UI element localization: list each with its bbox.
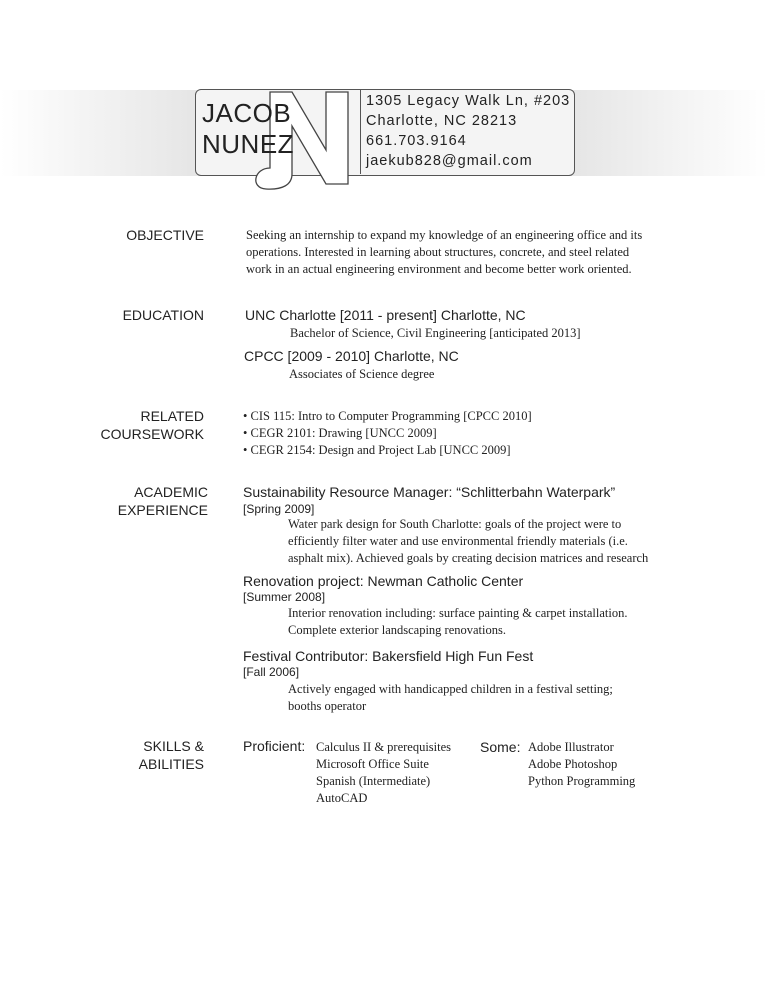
skill-item: Adobe Photoshop <box>528 757 618 771</box>
school-detail: Bachelor of Science, Civil Engineering [anticipated 2013] <box>290 326 581 340</box>
academic-heading <box>118 483 208 519</box>
address-line-2: Charlotte, NC 28213 <box>366 113 518 129</box>
skills-heading-line: SKILLS & <box>143 738 204 754</box>
school-name: CPCC [2009 - 2010] Charlotte, NC <box>244 348 459 364</box>
coursework-heading-line: COURSEWORK <box>100 426 204 442</box>
coursework-item: • CEGR 2101: Drawing [UNCC 2009] <box>243 426 437 440</box>
experience-line: Actively engaged with handicapped children in a festival setting; <box>288 682 613 696</box>
experience-line: efficiently filter water and use environmental friendly materials (i.e. <box>288 534 628 548</box>
skill-item: AutoCAD <box>316 791 368 805</box>
experience-date: [Summer 2008] <box>243 590 326 604</box>
coursework-heading-line: RELATED <box>140 408 204 424</box>
objective-heading: OBJECTIVE <box>126 227 204 243</box>
skill-item: Python Programming <box>528 774 636 788</box>
experience-line: Water park design for South Charlotte: goals of the project were to <box>288 517 622 531</box>
school-detail: Associates of Science degree <box>289 367 435 381</box>
proficient-label: Proficient: <box>243 738 306 754</box>
email[interactable]: jaekub828@gmail.com <box>366 153 533 169</box>
experience-line: booths operator <box>288 699 367 713</box>
proficient-list <box>316 739 451 807</box>
education-heading: EDUCATION <box>122 307 204 323</box>
phone: 661.703.9164 <box>366 133 467 149</box>
experience-line: Interior renovation including: surface painting & carpet installation. <box>288 606 628 620</box>
experience-date: [Spring 2009] <box>243 502 315 516</box>
coursework-list <box>243 408 532 459</box>
skill-item: Adobe Illustrator <box>528 740 614 754</box>
address-line-1: 1305 Legacy Walk Ln, #203 <box>366 93 571 109</box>
experience-description <box>288 605 627 639</box>
skills-heading <box>139 737 204 773</box>
coursework-heading <box>101 407 204 443</box>
experience-description <box>288 681 613 715</box>
experience-title: Festival Contributor: Bakersfield High Fun Fest <box>243 648 534 664</box>
experience-title: Sustainability Resource Manager: “Schlitterbahn Waterpark” <box>243 484 616 500</box>
header-divider <box>360 90 361 174</box>
academic-heading-line: EXPERIENCE <box>117 502 208 518</box>
experience-line: Complete exterior landscaping renovations. <box>288 623 506 637</box>
experience-line: asphalt mix). Achieved goals by creating decision matrices and research <box>288 551 649 565</box>
first-name: JACOB <box>202 98 292 128</box>
objective-text <box>246 227 642 278</box>
last-name: NUNEZ <box>202 129 295 159</box>
objective-line: work in an actual engineering environment and become better work oriented. <box>246 262 632 276</box>
skill-item: Microsoft Office Suite <box>316 757 429 771</box>
objective-line: operations. Interested in learning about structures, concrete, and steel related <box>246 245 630 259</box>
objective-line: Seeking an internship to expand my knowledge of an engineering office and its <box>246 228 643 242</box>
skill-item: Calculus II & prerequisites <box>316 740 452 754</box>
some-skills-list <box>528 739 635 790</box>
skill-item: Spanish (Intermediate) <box>316 774 431 788</box>
school-name: UNC Charlotte [2011 - present] Charlotte, NC <box>245 307 526 323</box>
experience-date: [Fall 2006] <box>243 665 300 679</box>
coursework-item: • CEGR 2154: Design and Project Lab [UNCC 2009] <box>243 443 511 457</box>
some-label: Some: <box>480 739 521 755</box>
experience-title: Renovation project: Newman Catholic Center <box>243 573 524 589</box>
skills-heading-line: ABILITIES <box>138 756 204 772</box>
coursework-item: • CIS 115: Intro to Computer Programming [CPCC 2010] <box>243 409 532 423</box>
experience-description <box>288 516 648 567</box>
academic-heading-line: ACADEMIC <box>134 484 208 500</box>
